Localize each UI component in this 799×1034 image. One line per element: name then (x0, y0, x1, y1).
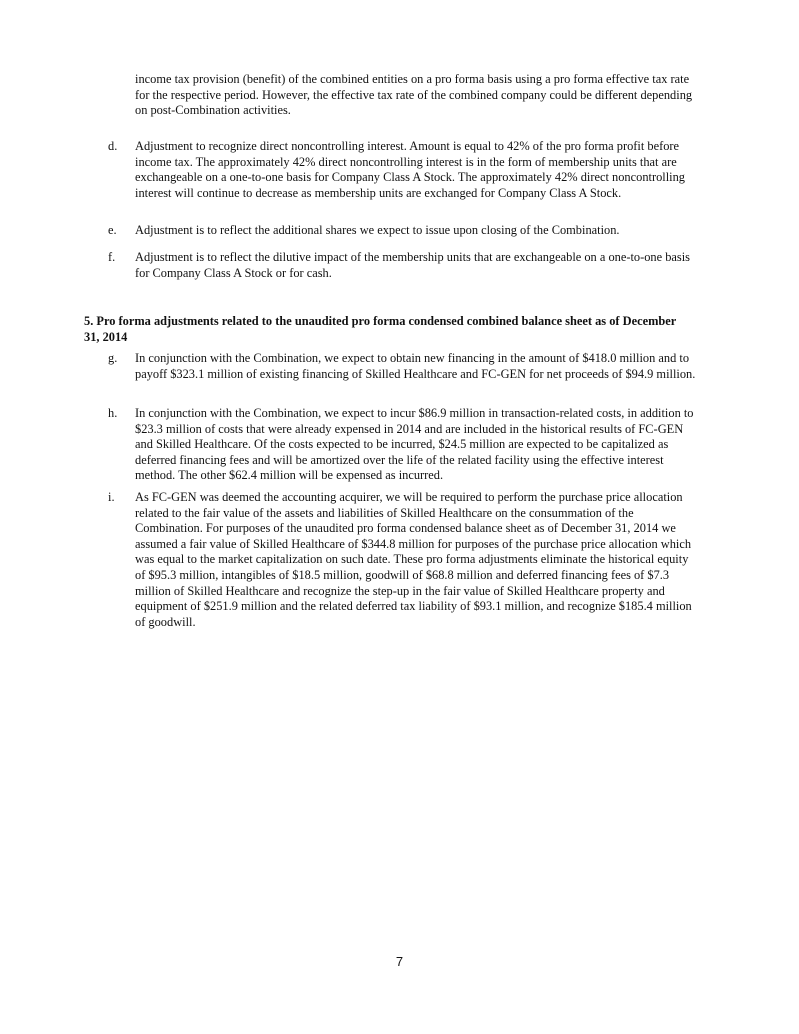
list-item-letter: i. (108, 490, 115, 504)
list-item-text: In conjunction with the Combination, we expect to incur $86.9 million in transaction-related costs, in addition to $23.3 million of costs that were already expensed in 2014 and are included in the historical results of FC-GEN and Skilled Healthcare. Of the costs expected to be incurred, $24.5 million are expected to be capitalized as deferred financing fees and will be amortized over the life of the related facility using the effective interest method. The other $62.4 million will be expensed as incurred. (135, 406, 694, 483)
list-item-text: As FC-GEN was deemed the accounting acquirer, we will be required to perform the purchase price allocation related to the fair value of the assets and liabilities of Skilled Healthcare on the consummation of the Combination. For purposes of the unaudited pro forma condensed balance sheet as of December 31, 2014 we assumed a fair value of Skilled Healthcare of $344.8 million for purposes of the purchase price allocation which was equal to the market capitalization on such date. These pro forma adjustments eliminate the historical equity of $95.3 million, intangibles of $18.5 million, goodwill of $68.8 million and deferred financing fees of $7.3 million of Skilled Healthcare and recognize the step-up in the fair value of Skilled Healthcare property and equipment of $251.9 million and the related deferred tax liability of $93.1 million, and recognize $185.4 million of goodwill. (135, 490, 692, 629)
section-heading: 5. Pro forma adjustments related to the unaudited pro forma condensed combined balance sheet as of December 31, 2014 (84, 314, 677, 344)
list-item-text: Adjustment is to reflect the additional shares we expect to issue upon closing of the Combination. (135, 223, 620, 237)
list-item-letter: f. (108, 250, 116, 264)
list-item-letter: e. (108, 223, 117, 237)
list-item-letter: d. (108, 139, 118, 153)
list-item-text: Adjustment is to reflect the dilutive impact of the membership units that are exchangeable on a one-to-one basis for Company Class A Stock or for cash. (135, 250, 691, 280)
continuation-paragraph: income tax provision (benefit) of the combined entities on a pro forma basis using a pro forma effective tax rate for the respective period. However, the effective tax rate of the combined company could be different depending on post-Combination activities. (135, 72, 693, 118)
list-item-letter: g. (108, 351, 118, 365)
list-item-text: Adjustment to recognize direct noncontrolling interest. Amount is equal to 42% of the pro forma profit before income tax. The approximately 42% direct noncontrolling interest is in the form of membership units that are exchangeable on a one-to-one basis for Company Class A Stock. The approximately 42% direct noncontrolling interest will continue to decrease as membership units are exchanged for Company Class A Stock. (135, 139, 685, 200)
list-item-text: In conjunction with the Combination, we expect to obtain new financing in the amount of $418.0 million and to payoff $323.1 million of existing financing of Skilled Healthcare and FC-GEN for net proceeds of $94.9 million. (135, 351, 696, 381)
list-item-letter: h. (108, 406, 118, 420)
page-number: 7 (395, 954, 404, 969)
